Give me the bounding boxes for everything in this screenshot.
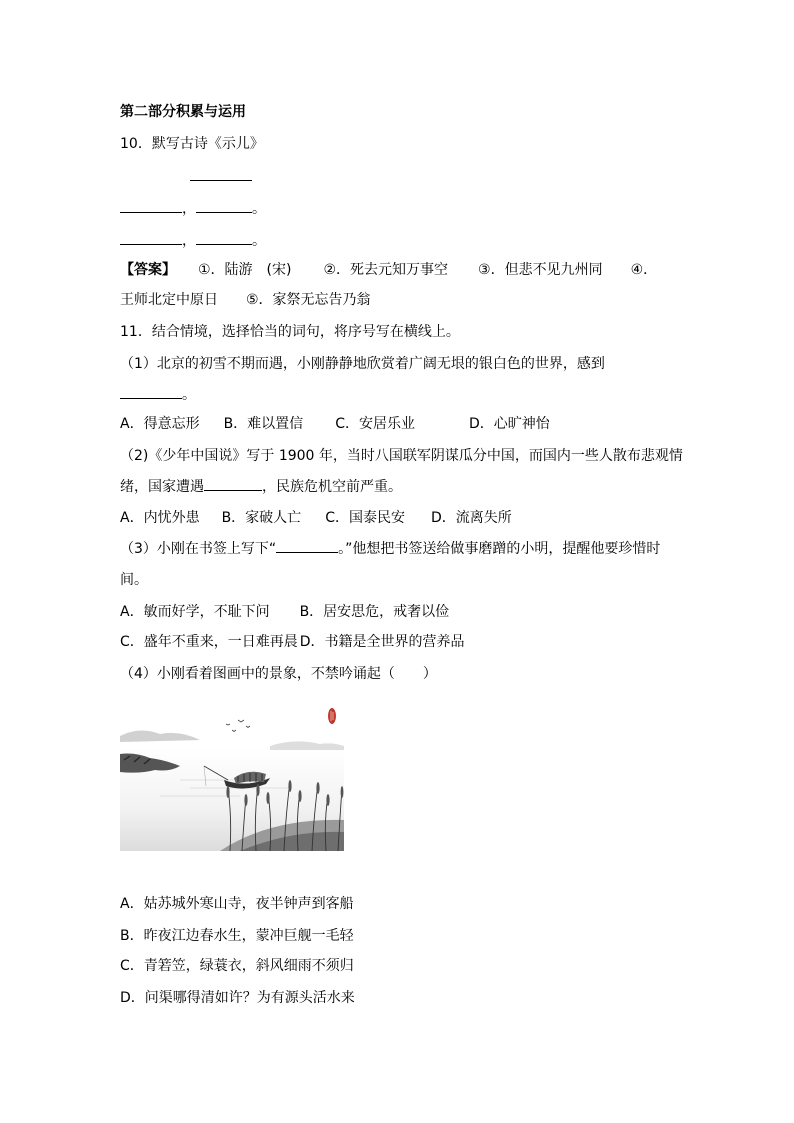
answer-5: ⑤．家祭无忘告乃翁 — [246, 292, 371, 308]
q11-p2-options — [120, 508, 512, 528]
q11-p1-stem: （1）北京的初雪不期而遇，小刚静静地欣赏着广阔无垠的银白色的世界，感到 — [120, 356, 605, 372]
q10-line-3-sep: ， — [182, 233, 196, 249]
answer-4: 王师北定中原日 — [120, 292, 218, 308]
q11-p4-option-d: D．问渠哪得清如许？为有源头活水来 — [120, 990, 355, 1006]
q11-p1-option-b: B．难以置信 — [223, 416, 304, 432]
q11-p1-stem-end — [120, 384, 196, 405]
q10-blank-5 — [196, 230, 252, 245]
q11-p1-option-a: A．得意忘形 — [120, 416, 200, 432]
q11-p3-blank — [276, 538, 338, 553]
q11-p2-option-c: C．国泰民安 — [325, 510, 405, 526]
ink-painting-illustration — [120, 708, 344, 851]
q10-line-3-end: 。 — [252, 233, 266, 249]
answer-3: ③．但悲不见九州同 — [478, 262, 603, 278]
q11-p2-option-a: A．内忧外患 — [120, 510, 200, 526]
answer-4-num: ④． — [630, 262, 658, 278]
q10-answer-blank-1 — [190, 166, 252, 181]
q11-p3-option-d: D．书籍是全世界的营养品 — [299, 634, 465, 650]
q11-p4-stem: （4）小刚看着图画中的景象，不禁吟诵起（ ） — [120, 666, 437, 682]
q11-p1-blank — [120, 384, 182, 399]
q11-p3-option-c: C．盛年不重来，一日难再晨 — [120, 634, 298, 650]
q11-p3-stem — [120, 538, 660, 559]
q11-p1-option-d: D．心旷神怡 — [468, 416, 550, 432]
q10-answer-line-1 — [120, 260, 657, 280]
q11-p3-option-a: A．敏而好学，不耻下问 — [120, 604, 270, 620]
q10-line-2 — [120, 198, 266, 219]
q11-p2-stem: （2)《少年中国说》写于 1900 年，当时八国联军阴谋瓜分中国，而国内一些人散布悲观情 — [120, 448, 683, 464]
q11-p3-options-row1 — [120, 602, 449, 622]
q11-p2-blank — [204, 476, 262, 491]
answer-2: ②．死去元知万事空 — [323, 262, 449, 278]
q11-p4-option-c: C．青箬笠，绿蓑衣，斜风细雨不须归 — [120, 958, 354, 974]
answer-label: 【答案】 — [120, 262, 176, 278]
q11-p2-option-d: D．流离失所 — [430, 510, 512, 526]
q10-title: 10．默写古诗《示儿》 — [120, 136, 264, 152]
q11-p1-options — [120, 414, 550, 434]
q11-p3-stem-2: 间。 — [120, 572, 148, 588]
q11-p3-options-row2 — [120, 632, 465, 652]
q11-p4-option-a: A．姑苏城外寒山寺，夜半钟声到客船 — [120, 896, 354, 912]
answer-1: ①．陆游 (宋) — [198, 262, 292, 278]
q11-p4-option-b: B．昨夜江边春水生，蒙冲巨舰一毛轻 — [120, 928, 354, 944]
q11-p3-stem-post: 。”他想把书签送给做事磨蹭的小明，提醒他要珍惜时 — [338, 541, 661, 557]
q11-p2-option-b: B．家破人亡 — [221, 510, 302, 526]
q10-line-2-sep: ， — [182, 201, 196, 217]
q11-p2-stem-pre: 绪，国家遭遇 — [120, 479, 204, 495]
section-title: 第二部分积累与运用 — [120, 104, 246, 120]
q10-blank-4 — [120, 230, 182, 245]
q10-line-2-end: 。 — [252, 201, 266, 217]
q11-p2-stem-post: ，民族危机空前严重。 — [262, 479, 402, 495]
q11-title: 11．结合情境，选择恰当的词句，将序号写在横线上。 — [120, 324, 460, 340]
q10-answer-line-2 — [120, 290, 371, 310]
q11-p1-period: 。 — [182, 387, 196, 403]
q10-blank-3 — [196, 198, 252, 213]
q11-p3-stem-pre: （3）小刚在书签上写下“ — [120, 541, 277, 557]
q11-p1-option-c: C．安居乐业 — [335, 416, 415, 432]
q10-blank-2 — [120, 198, 182, 213]
q11-p3-option-b: B．居安思危，戒奢以俭 — [299, 604, 450, 620]
q11-p2-stem-2 — [120, 476, 402, 497]
q10-line-3 — [120, 230, 266, 251]
